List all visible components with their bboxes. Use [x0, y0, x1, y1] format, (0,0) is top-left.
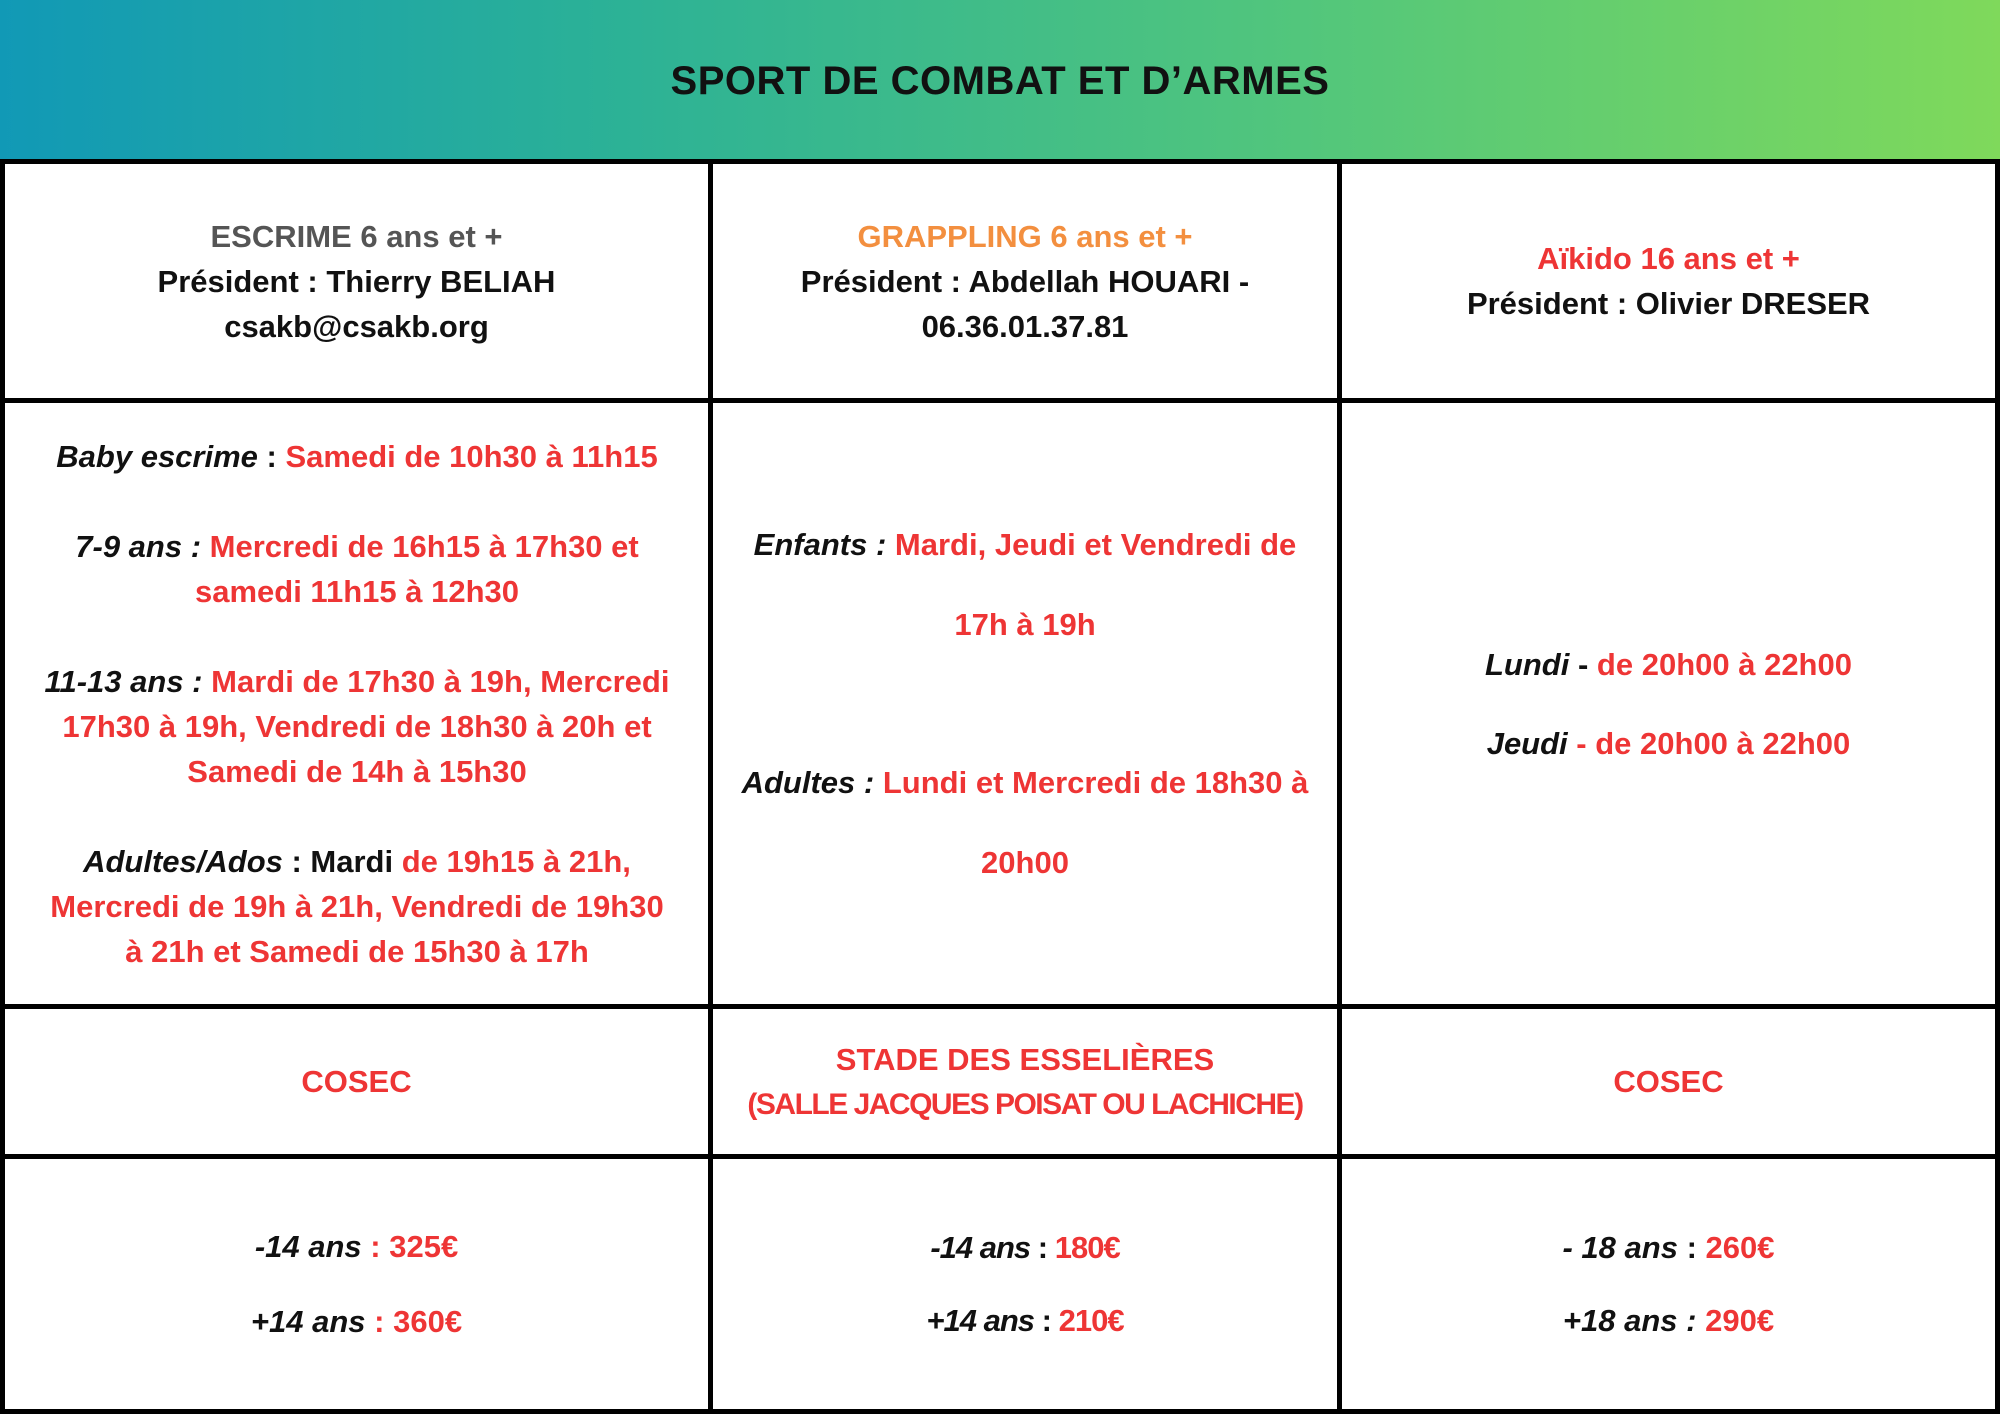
- price-value: 210€: [1058, 1303, 1124, 1338]
- price-label: -14 ans: [930, 1230, 1031, 1265]
- schedule-separator: :: [257, 438, 286, 474]
- schedule-entry: [725, 505, 1325, 665]
- price-separator: :: [361, 1229, 390, 1264]
- schedule-entry: [1485, 642, 1852, 687]
- club-name: GRAPPLING 6 ans et +: [857, 218, 1193, 254]
- price-separator: :: [1034, 1303, 1059, 1338]
- escrime-location-cell: [5, 1009, 708, 1154]
- schedule-label: Baby escrime: [56, 438, 258, 474]
- price-label: -14 ans: [254, 1229, 362, 1264]
- price-value: 180€: [1054, 1230, 1120, 1265]
- price-label: +14 ans: [250, 1304, 366, 1339]
- schedule-label: Enfants :: [753, 526, 887, 562]
- price-separator: [1696, 1303, 1705, 1338]
- schedule-time: Mercredi de 16h15 à 17h30 et samedi 11h15 à 12h30: [194, 528, 639, 609]
- schedule-entry: [47, 839, 667, 974]
- schedule-time: Mardi, Jeudi et Vendredi de 17h à 19h: [894, 526, 1297, 642]
- schedule-separator: [886, 527, 895, 562]
- schedule-separator: [201, 529, 210, 564]
- aikido-location-cell: [1342, 1009, 1995, 1154]
- schedule-separator: [874, 765, 883, 800]
- table-border-right: [1995, 162, 2000, 1414]
- schedule-entry: [725, 743, 1325, 903]
- grappling-prices-cell: [713, 1159, 1337, 1409]
- price-entry: [251, 1299, 462, 1344]
- price-value: 360€: [393, 1304, 463, 1339]
- schedule-time: de 20h00 à 22h00: [1595, 725, 1851, 761]
- price-value: 260€: [1705, 1230, 1775, 1265]
- price-entry: [930, 1225, 1119, 1270]
- schedule-separator: [203, 664, 212, 699]
- aikido-schedule-cell: [1342, 403, 1995, 1004]
- schedule-separator: : Mardi: [282, 843, 402, 879]
- escrime-prices-cell: [5, 1159, 708, 1409]
- schedule-label: Lundi: [1485, 646, 1570, 682]
- price-entry: [1563, 1298, 1774, 1343]
- aikido-header-cell: [1342, 164, 1995, 398]
- schedule-label: Jeudi: [1486, 725, 1568, 761]
- table-border-bottom: [0, 1409, 2000, 1414]
- schedule-separator: -: [1569, 646, 1597, 682]
- price-separator: :: [365, 1304, 394, 1339]
- price-entry: [926, 1298, 1123, 1343]
- schedule-entry: [22, 659, 692, 794]
- schedule-entry: [1487, 721, 1851, 766]
- price-label: - 18 ans: [1562, 1230, 1678, 1265]
- escrime-schedule-cell: [22, 403, 692, 1004]
- club-name: Aïkido 16 ans et +: [1537, 241, 1800, 276]
- location-name: COSEC: [301, 1064, 412, 1099]
- schedule-time: Samedi de 10h30 à 11h15: [285, 438, 658, 474]
- page-title: SPORT DE COMBAT ET D’ARMES: [670, 58, 1330, 103]
- schedule-entry: [37, 524, 677, 614]
- escrime-header-cell: [5, 164, 708, 398]
- schedule-separator: -: [1567, 725, 1596, 761]
- club-name: ESCRIME 6 ans et +: [210, 218, 503, 254]
- club-president: Président : Abdellah HOUARI - 06.36.01.37.81: [800, 263, 1250, 344]
- schedule-label: Adultes/Ados: [83, 843, 283, 879]
- location-subtitle: (SALLE JACQUES POISAT OU LACHICHE): [747, 1087, 1303, 1121]
- price-value: 290€: [1705, 1303, 1775, 1338]
- schedule-label: 7-9 ans :: [75, 528, 202, 564]
- price-separator: :: [1677, 1230, 1706, 1265]
- grappling-header-cell: [713, 164, 1337, 398]
- location-name: COSEC: [1613, 1064, 1724, 1099]
- club-president: Président : Thierry BELIAH: [157, 263, 556, 299]
- aikido-prices-cell: [1342, 1159, 1995, 1409]
- schedule-label: Adultes :: [741, 764, 875, 800]
- price-value: 325€: [389, 1229, 459, 1264]
- price-entry: [255, 1224, 458, 1269]
- club-contact-email: csakb@csakb.org: [224, 308, 489, 344]
- price-label: +18 ans :: [1562, 1303, 1697, 1338]
- price-label: +14 ans: [926, 1303, 1035, 1338]
- schedule-entry: [56, 434, 657, 479]
- schedule-time: Lundi et Mercredi de 18h30 à 20h00: [882, 764, 1309, 880]
- grappling-schedule-cell: [713, 403, 1337, 1004]
- price-separator: :: [1030, 1230, 1055, 1265]
- location-name: STADE DES ESSELIÈRES: [835, 1041, 1215, 1077]
- price-entry: [1563, 1225, 1775, 1270]
- club-president: Président : Olivier DRESER: [1466, 286, 1871, 321]
- schedule-time: de 19h15 à 21h, Mercredi de 19h à 21h, Vendredi de 19h30 à 21h et Samedi de 15h30 à 17h: [50, 843, 664, 969]
- schedule-label: 11-13 ans :: [44, 663, 203, 699]
- grappling-location-cell: [713, 1009, 1337, 1154]
- schedule-time: de 20h00 à 22h00: [1596, 646, 1852, 682]
- schedule-time: Mardi de 17h30 à 19h, Mercredi 17h30 à 19h, Vendredi de 18h30 à 20h et Samedi de 14h à 15h30: [62, 663, 670, 789]
